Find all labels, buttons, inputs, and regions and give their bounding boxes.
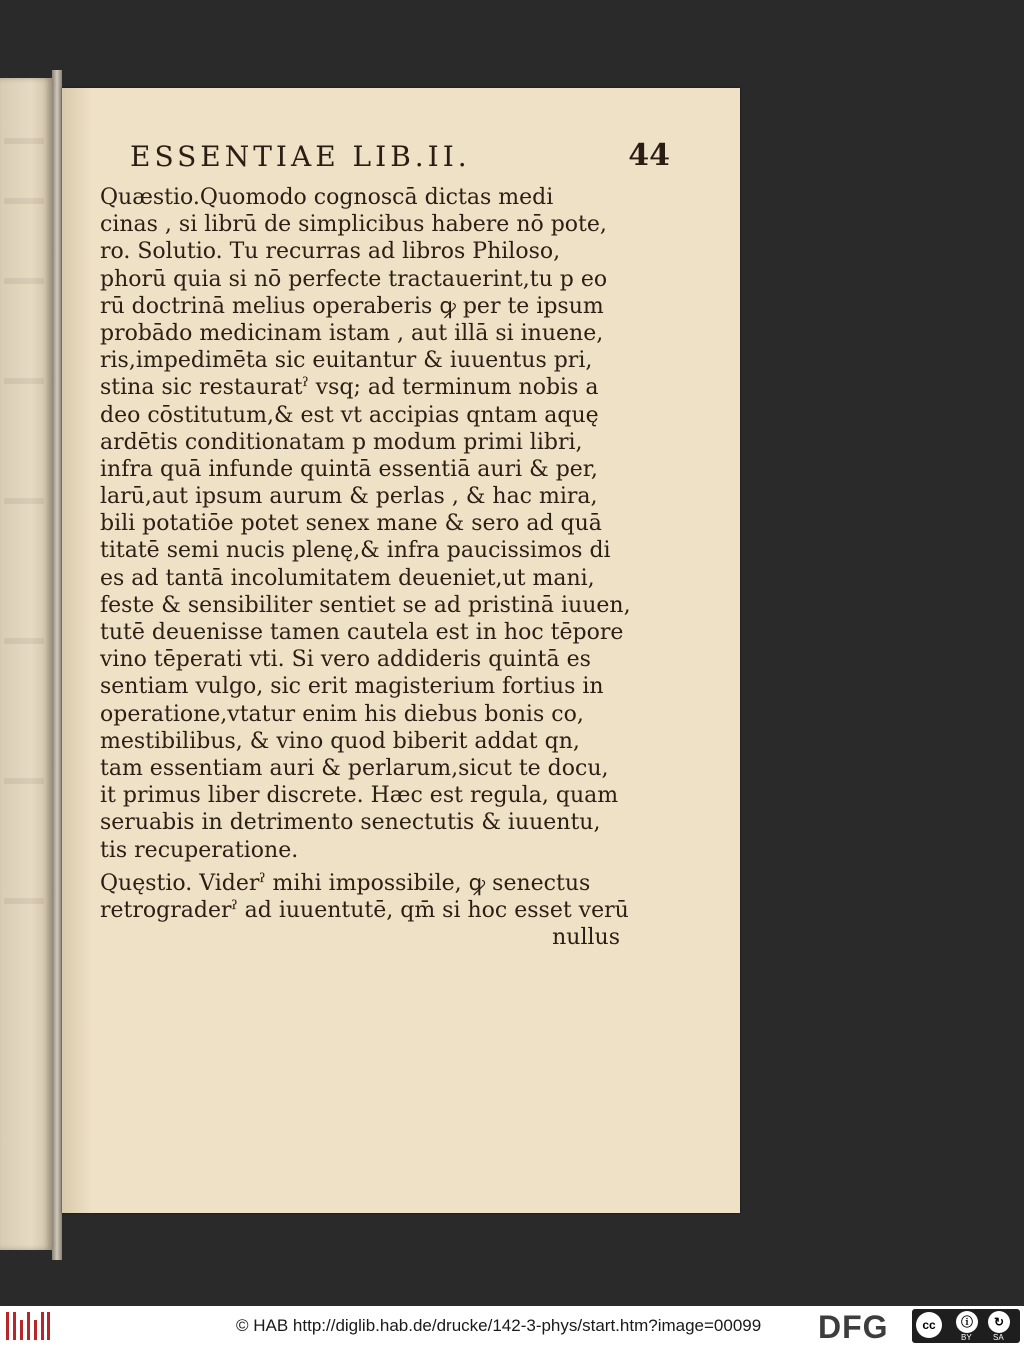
text-line: infra quā infunde quintā essentiā auri & per, xyxy=(100,456,598,482)
running-head xyxy=(130,140,670,180)
text-line: seruabis in detrimento senectutis & iuuentu, xyxy=(100,810,601,836)
text-line: deo cōstitutum,& est vt accipias qntam aquę xyxy=(100,402,599,428)
cc-license-badge[interactable] xyxy=(912,1309,1020,1343)
cc-icon: cc xyxy=(916,1312,942,1338)
text-line: vino tēperati vti. Si vero addideris quintā es xyxy=(100,647,591,673)
text-line: tam essentiam auri & perlarum,sicut te docu, xyxy=(100,755,609,781)
share-alike-icon: ↻ xyxy=(988,1311,1010,1333)
text-line: ris,impedimēta sic euitantur & iuuentus pri, xyxy=(100,348,593,374)
sa-label: SA xyxy=(993,1333,1004,1342)
dfg-logo: DFG xyxy=(818,1309,889,1345)
text-line: titatē semi nucis plenę,& infra paucissimos di xyxy=(100,538,611,564)
question-line: retrograderˀ ad iuuentutē, qm̄ si hoc esset verū xyxy=(100,897,629,923)
text-line: mestibilibus, & vino quod biberit addat qn, xyxy=(100,728,580,754)
catchword: nullus xyxy=(552,925,620,951)
text-line: larū,aut ipsum aurum & perlas , & hac mira, xyxy=(100,484,598,510)
facing-page-edge xyxy=(0,78,52,1250)
text-line: tutē deuenisse tamen cautela est in hoc tēpore xyxy=(100,620,624,645)
text-line: operatione,vtatur enim his diebus bonis co, xyxy=(100,701,584,727)
book-page xyxy=(62,88,740,1213)
text-line: Quæstio.Quomodo cognoscā dictas medi xyxy=(100,185,554,210)
text-line: it primus liber discrete. Hæc est regula, quam xyxy=(100,783,619,809)
text-line: ardētis conditionatam p modum primi libri, xyxy=(100,429,583,455)
text-line: stina sic restauratˀ vsq; ad terminum nobis a xyxy=(100,375,599,401)
text-line: tis recuperatione. xyxy=(100,837,299,863)
question-line: Quęstio. Viderˀ mihi impossibile, ꝙ senectus xyxy=(100,870,591,896)
text-line: cinas , si librū de simplicibus habere nō pote, xyxy=(100,212,607,238)
citation-link[interactable]: © HAB http://diglib.hab.de/drucke/142-3-phys/start.htm?image=00099 xyxy=(236,1316,762,1335)
running-title: ESSENTIAE LIB.II. xyxy=(130,140,471,173)
text-block xyxy=(100,184,631,951)
text-line: phorū quia si nō perfecte tractauerint,tu p eo xyxy=(100,266,608,292)
text-line: feste & sensibiliter sentiet se ad pristinā iuuen, xyxy=(100,592,631,618)
text-line: sentiam vulgo, sic erit magisterium fortius in xyxy=(100,674,604,700)
footer-bar xyxy=(0,1306,1024,1346)
text-line: es ad tantā incolumitatem deueniet,ut mani, xyxy=(100,565,595,591)
text-line: probādo medicinam istam , aut illā si inuene, xyxy=(100,320,604,346)
by-label: BY xyxy=(961,1333,972,1342)
text-line: bili potatiōe potet senex mane & sero ad quā xyxy=(100,511,602,537)
text-line: rū doctrinā melius operaberis ꝙ per te ipsum xyxy=(100,293,604,319)
hab-logo-icon xyxy=(6,1312,50,1340)
folio-number: 44 xyxy=(628,138,670,173)
by-icon: ⓘ xyxy=(956,1311,978,1333)
text-line: ro. Solutio. Tu recurras ad libros Philoso, xyxy=(100,239,561,265)
book-gutter xyxy=(52,70,62,1260)
